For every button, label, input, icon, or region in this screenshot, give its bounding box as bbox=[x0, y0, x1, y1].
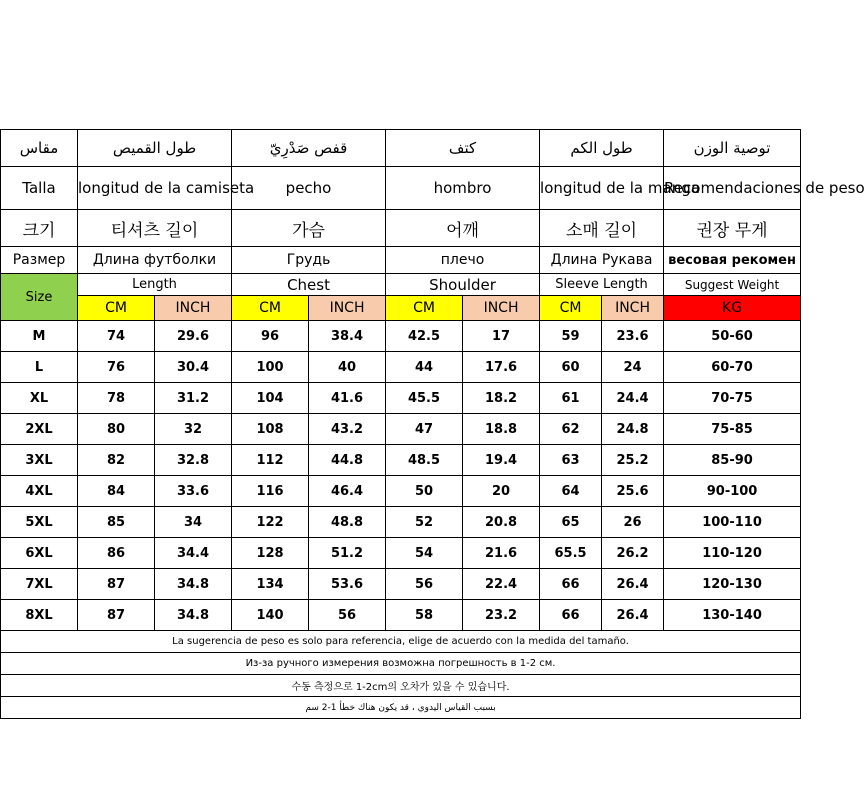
unit-inch-chest: INCH bbox=[309, 296, 386, 321]
cell-sleeve-inch: 25.2 bbox=[602, 445, 664, 476]
cell-length-inch: 32 bbox=[155, 414, 232, 445]
cell-shoulder-inch: 22.4 bbox=[463, 569, 540, 600]
cell-length-cm: 76 bbox=[78, 352, 155, 383]
cell-length-inch: 34.4 bbox=[155, 538, 232, 569]
cell-shoulder-inch: 17.6 bbox=[463, 352, 540, 383]
cell-size: 2XL bbox=[1, 414, 78, 445]
table-row bbox=[1, 352, 801, 383]
cell-sleeve-inch: 26 bbox=[602, 507, 664, 538]
cell-shoulder-cm: 52 bbox=[386, 507, 463, 538]
cell-shoulder-cm: 45.5 bbox=[386, 383, 463, 414]
header-size-russian: Размер bbox=[1, 247, 78, 274]
cell-weight-kg: 110-120 bbox=[664, 538, 801, 569]
cell-length-inch: 30.4 bbox=[155, 352, 232, 383]
header-chest-korean: 가슴 bbox=[232, 210, 386, 247]
unit-cm-length: CM bbox=[78, 296, 155, 321]
header-row-spanish bbox=[1, 167, 801, 210]
cell-length-inch: 34.8 bbox=[155, 600, 232, 631]
cell-chest-inch: 44.8 bbox=[309, 445, 386, 476]
cell-sleeve-inch: 23.6 bbox=[602, 321, 664, 352]
cell-length-inch: 34 bbox=[155, 507, 232, 538]
note-russian: Из-за ручного измерения возможна погрешность в 1-2 см. bbox=[1, 653, 801, 675]
cell-sleeve-inch: 24.8 bbox=[602, 414, 664, 445]
cell-size: 7XL bbox=[1, 569, 78, 600]
note-arabic: بسبب القياس اليدوي ، قد يكون هناك خطأ 1-2 سم bbox=[1, 697, 801, 719]
cell-shoulder-inch: 18.2 bbox=[463, 383, 540, 414]
table-row bbox=[1, 414, 801, 445]
cell-shoulder-inch: 20.8 bbox=[463, 507, 540, 538]
header-row-korean bbox=[1, 210, 801, 247]
table-row bbox=[1, 476, 801, 507]
cell-shoulder-cm: 48.5 bbox=[386, 445, 463, 476]
cell-weight-kg: 60-70 bbox=[664, 352, 801, 383]
cell-shoulder-inch: 18.8 bbox=[463, 414, 540, 445]
header-row-russian bbox=[1, 247, 801, 274]
header-sleeve-arabic: طول الكم bbox=[540, 130, 664, 167]
cell-shoulder-inch: 19.4 bbox=[463, 445, 540, 476]
cell-chest-cm: 140 bbox=[232, 600, 309, 631]
header-sleeve-length: Sleeve Length bbox=[540, 274, 664, 296]
cell-size: 6XL bbox=[1, 538, 78, 569]
cell-length-inch: 32.8 bbox=[155, 445, 232, 476]
header-length-korean: 티셔츠 길이 bbox=[78, 210, 232, 247]
header-sleeve-russian: Длина Рукава bbox=[540, 247, 664, 274]
header-shoulder: Shoulder bbox=[386, 274, 540, 296]
cell-weight-kg: 50-60 bbox=[664, 321, 801, 352]
cell-shoulder-cm: 58 bbox=[386, 600, 463, 631]
cell-sleeve-inch: 24.4 bbox=[602, 383, 664, 414]
header-weight-spanish: Recomendaciones de peso bbox=[664, 167, 801, 210]
cell-length-cm: 87 bbox=[78, 600, 155, 631]
cell-weight-kg: 70-75 bbox=[664, 383, 801, 414]
cell-chest-cm: 112 bbox=[232, 445, 309, 476]
cell-length-cm: 74 bbox=[78, 321, 155, 352]
header-shoulder-arabic: كتف bbox=[386, 130, 540, 167]
cell-size: M bbox=[1, 321, 78, 352]
cell-length-inch: 29.6 bbox=[155, 321, 232, 352]
cell-sleeve-cm: 60 bbox=[540, 352, 602, 383]
cell-shoulder-inch: 20 bbox=[463, 476, 540, 507]
unit-row bbox=[1, 296, 801, 321]
cell-length-cm: 82 bbox=[78, 445, 155, 476]
cell-weight-kg: 100-110 bbox=[664, 507, 801, 538]
size-data-rows bbox=[1, 321, 801, 631]
cell-weight-kg: 85-90 bbox=[664, 445, 801, 476]
cell-length-inch: 33.6 bbox=[155, 476, 232, 507]
note-spanish: La sugerencia de peso es solo para referencia, elige de acuerdo con la medida del tamaño. bbox=[1, 631, 801, 653]
cell-shoulder-cm: 50 bbox=[386, 476, 463, 507]
cell-chest-cm: 108 bbox=[232, 414, 309, 445]
cell-chest-inch: 38.4 bbox=[309, 321, 386, 352]
cell-chest-cm: 116 bbox=[232, 476, 309, 507]
unit-inch-shoulder: INCH bbox=[463, 296, 540, 321]
cell-shoulder-cm: 47 bbox=[386, 414, 463, 445]
cell-length-inch: 34.8 bbox=[155, 569, 232, 600]
cell-length-cm: 86 bbox=[78, 538, 155, 569]
cell-chest-inch: 46.4 bbox=[309, 476, 386, 507]
unit-kg-weight: KG bbox=[664, 296, 801, 321]
header-chest-russian: Грудь bbox=[232, 247, 386, 274]
header-length-arabic: طول القميص bbox=[78, 130, 232, 167]
cell-chest-inch: 53.6 bbox=[309, 569, 386, 600]
header-sleeve-korean: 소매 길이 bbox=[540, 210, 664, 247]
header-shoulder-spanish: hombro bbox=[386, 167, 540, 210]
cell-size: 4XL bbox=[1, 476, 78, 507]
table-row bbox=[1, 600, 801, 631]
cell-sleeve-cm: 66 bbox=[540, 569, 602, 600]
cell-sleeve-cm: 65.5 bbox=[540, 538, 602, 569]
header-chest-arabic: قفص صَدْرِيّ bbox=[232, 130, 386, 167]
cell-chest-cm: 122 bbox=[232, 507, 309, 538]
cell-sleeve-inch: 26.4 bbox=[602, 600, 664, 631]
cell-length-cm: 84 bbox=[78, 476, 155, 507]
header-length-russian: Длина футболки bbox=[78, 247, 232, 274]
cell-chest-inch: 48.8 bbox=[309, 507, 386, 538]
size-chart-table bbox=[0, 129, 865, 719]
cell-size: 5XL bbox=[1, 507, 78, 538]
note-korean: 수동 측정으로 1-2cm의 오차가 있을 수 있습니다. bbox=[1, 675, 801, 697]
cell-sleeve-cm: 65 bbox=[540, 507, 602, 538]
cell-sleeve-inch: 26.2 bbox=[602, 538, 664, 569]
unit-cm-shoulder: CM bbox=[386, 296, 463, 321]
cell-shoulder-inch: 17 bbox=[463, 321, 540, 352]
header-length: Length bbox=[78, 274, 232, 296]
table-row bbox=[1, 321, 801, 352]
table-row bbox=[1, 445, 801, 476]
cell-size: XL bbox=[1, 383, 78, 414]
cell-chest-cm: 128 bbox=[232, 538, 309, 569]
note-row-spanish bbox=[1, 631, 801, 653]
cell-chest-inch: 51.2 bbox=[309, 538, 386, 569]
cell-shoulder-cm: 56 bbox=[386, 569, 463, 600]
cell-chest-cm: 100 bbox=[232, 352, 309, 383]
cell-shoulder-cm: 44 bbox=[386, 352, 463, 383]
cell-sleeve-inch: 26.4 bbox=[602, 569, 664, 600]
header-length-spanish: longitud de la camiseta bbox=[78, 167, 232, 210]
cell-shoulder-cm: 54 bbox=[386, 538, 463, 569]
cell-chest-inch: 41.6 bbox=[309, 383, 386, 414]
unit-inch-length: INCH bbox=[155, 296, 232, 321]
cell-length-cm: 78 bbox=[78, 383, 155, 414]
cell-sleeve-cm: 66 bbox=[540, 600, 602, 631]
cell-size: 3XL bbox=[1, 445, 78, 476]
note-row-arabic bbox=[1, 697, 801, 719]
table-row bbox=[1, 538, 801, 569]
table-row bbox=[1, 383, 801, 414]
unit-cm-chest: CM bbox=[232, 296, 309, 321]
cell-chest-inch: 56 bbox=[309, 600, 386, 631]
header-size-korean: 크기 bbox=[1, 210, 78, 247]
cell-chest-inch: 43.2 bbox=[309, 414, 386, 445]
header-shoulder-korean: 어깨 bbox=[386, 210, 540, 247]
header-chest-spanish: pecho bbox=[232, 167, 386, 210]
header-size-arabic: مقاس bbox=[1, 130, 78, 167]
cell-sleeve-cm: 61 bbox=[540, 383, 602, 414]
cell-weight-kg: 75-85 bbox=[664, 414, 801, 445]
cell-sleeve-cm: 63 bbox=[540, 445, 602, 476]
header-chest: Chest bbox=[232, 274, 386, 296]
cell-size: L bbox=[1, 352, 78, 383]
cell-chest-inch: 40 bbox=[309, 352, 386, 383]
cell-chest-cm: 104 bbox=[232, 383, 309, 414]
unit-inch-sleeve: INCH bbox=[602, 296, 664, 321]
cell-shoulder-inch: 23.2 bbox=[463, 600, 540, 631]
cell-length-cm: 87 bbox=[78, 569, 155, 600]
cell-chest-cm: 134 bbox=[232, 569, 309, 600]
header-row-arabic bbox=[1, 130, 801, 167]
header-sleeve-spanish: longitud de la manga bbox=[540, 167, 664, 210]
note-row-korean bbox=[1, 675, 801, 697]
cell-chest-cm: 96 bbox=[232, 321, 309, 352]
note-row-russian bbox=[1, 653, 801, 675]
cell-weight-kg: 90-100 bbox=[664, 476, 801, 507]
cell-shoulder-inch: 21.6 bbox=[463, 538, 540, 569]
cell-length-inch: 31.2 bbox=[155, 383, 232, 414]
header-weight-arabic: توصية الوزن bbox=[664, 130, 801, 167]
table-row bbox=[1, 507, 801, 538]
cell-sleeve-cm: 59 bbox=[540, 321, 602, 352]
cell-weight-kg: 120-130 bbox=[664, 569, 801, 600]
cell-size: 8XL bbox=[1, 600, 78, 631]
header-weight-russian: весовая рекомен bbox=[664, 247, 801, 274]
cell-shoulder-cm: 42.5 bbox=[386, 321, 463, 352]
header-shoulder-russian: плечо bbox=[386, 247, 540, 274]
header-row-english bbox=[1, 274, 801, 296]
unit-cm-sleeve: CM bbox=[540, 296, 602, 321]
table-row bbox=[1, 569, 801, 600]
header-weight-korean: 권장 무게 bbox=[664, 210, 801, 247]
cell-weight-kg: 130-140 bbox=[664, 600, 801, 631]
cell-sleeve-cm: 64 bbox=[540, 476, 602, 507]
cell-length-cm: 80 bbox=[78, 414, 155, 445]
cell-length-cm: 85 bbox=[78, 507, 155, 538]
size-label: Size bbox=[1, 274, 78, 321]
cell-sleeve-cm: 62 bbox=[540, 414, 602, 445]
cell-sleeve-inch: 25.6 bbox=[602, 476, 664, 507]
header-size-spanish: Talla bbox=[1, 167, 78, 210]
header-suggest-weight: Suggest Weight bbox=[664, 274, 801, 296]
cell-sleeve-inch: 24 bbox=[602, 352, 664, 383]
